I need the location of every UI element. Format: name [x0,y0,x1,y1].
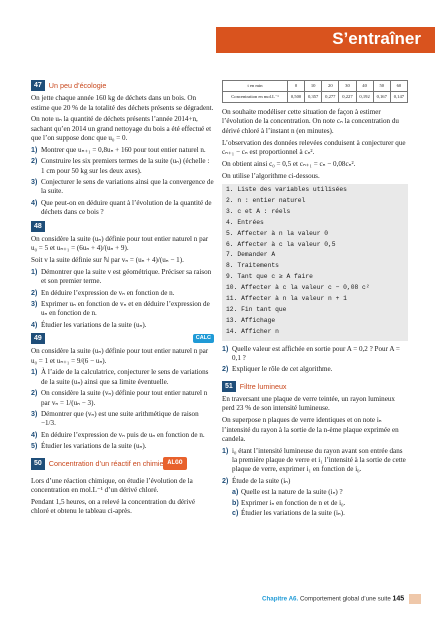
question-text: Exprimer iₙ en fonction de n et de i₀. [241,498,346,507]
paragraph: On utilise l’algorithme ci-dessous. [222,171,320,180]
exercise-number: 47 [31,80,45,91]
algo-badge: ALGO [163,457,186,469]
question-text: En déduire l’expression de vₙ puis de uₙ en fonction de n. [41,430,205,439]
paragraph: Lors d’une réaction chimique, on étudie l’évolution de la concentration en mol.L⁻¹ d’un dérivé chloré. [31,476,193,494]
algo-line: 11. Affecter à n la valeur n + 1 [226,295,347,303]
question-text: Démontrer que (vₙ) est une suite arithmétique de raison −1/3. [41,409,199,428]
section-banner [216,27,435,53]
algo-line: 3. c et A : réels [226,207,291,215]
exercise-51-heading [222,381,408,392]
question-text: Étudier les variations de la suite (uₙ). [41,441,147,450]
algo-line: 13. Affichage [226,316,276,324]
table-cell: 40 [356,81,373,92]
table-row [223,81,408,92]
algo-line: 8. Traitements [226,262,279,270]
paragraph: On superpose n plaques de verre identiques et on note iₙ l’intensité du rayon à la sortie de la n-ème plaque exprimée en candela. [222,416,399,443]
paragraph: On note uₙ la quantité de déchets présents l’année 2014+n, sachant qu’en 2014 un grand nettoyage du bois a été effectué et que l’on suppose donc que u₀ = 0. [31,115,212,143]
paragraph: On jette chaque année 160 kg de déchets dans un bois. On estime que 20 % de la totalité des déchets présents se dégradent. [31,94,214,112]
exercise-49-heading [31,333,214,344]
table-cell: 0,357 [305,92,322,103]
algo-line: 7. Demander A [226,251,276,259]
table-cell: 0,227 [339,92,356,103]
question: 2) En déduire l’expression de vₙ en fonction de n. [31,288,175,297]
footer-chapter: Chapitre A6. [262,595,299,603]
sub-question: b) Exprimer iₙ en fonction de n et de i₀. [232,498,346,507]
exercise-number: 50 [31,458,45,469]
page-footer [262,594,421,604]
algo-line: 6. Affecter à c la valeur 0,5 [226,240,336,248]
exercise-number: 51 [222,381,236,392]
paragraph: On considère la suite (uₙ) définie pour tout entier naturel n par u₀ = 5 et uₙ₊₁ = (6uₙ + 4)/(uₙ + 9). [31,234,209,253]
question: 3) Exprimer uₙ en fonction de vₙ et en déduire l’expression de uₙ en fonction de n. [31,299,210,318]
section-title: S’entraîner [332,29,421,48]
footer-tab [409,594,421,604]
question-text: Construire les six premiers termes de la suite (uₙ) (échelle : 1 cm pour 50 kg sur les deux axes). [41,157,210,175]
table-cell: 20 [322,81,339,92]
question-text: En déduire l’expression de vₙ en fonction de n. [41,288,175,297]
algo-line: 4. Entrées [226,218,264,226]
table-cell: 0,500 [287,92,304,103]
question-text: Démontrer que la suite v est géométrique. Préciser sa raison et son premier terme. [41,267,212,286]
paragraph: On considère la suite (uₙ) définie pour tout entier naturel n par u₀ = 1 et uₙ₊₁ = 9/(6 − uₙ). [31,347,209,365]
algo-line: 12. Fin tant que [226,305,287,313]
algorithm-box [222,184,408,340]
question: 2) On considère la suite (vₙ) définie pour tout entier naturel n par vₙ = 1/(uₙ − 3). [31,389,208,407]
question-text: Montrer que uₙ₊₁ = 0,8uₙ + 160 pour tout entier naturel n. [41,146,206,155]
exercise-48-heading [31,221,214,232]
table-cell: 0,147 [390,92,407,103]
question-text: Étudier les variations de la suite (iₙ). [241,508,345,517]
paragraph: En traversant une plaque de verre teintée, un rayon lumineux perd 23 % de son intensité lumineuse. [222,394,395,413]
paragraph: Pendant 1,5 heures, on a relevé la concentration du dérivé chloré et obtenu le tableau ci-après. [31,497,196,516]
algo-line: 2. n : entier naturel [226,197,306,205]
calc-badge: CALC [193,334,214,343]
algo-line: 5. Affecter à n la valeur 0 [226,229,329,237]
question-text: À l’aide de la calculatrice, conjecturer le sens de variations de la suite (uₙ) ainsi que sa limite éventuelle. [41,368,209,386]
question: 4) Étudier les variations de la suite (uₙ). [31,320,147,329]
table-cell: 10 [305,81,322,92]
question-text: Expliquer le rôle de cet algorithme. [232,365,333,374]
question: 3) Démontrer que (vₙ) est une suite arithmétique de raison −1/3. [31,409,199,428]
paragraph: On obtient ainsi c₀ = 0,5 et cₙ₊₁ = cₙ − 0,08cₙ². [222,159,356,168]
table-cell: 0,192 [356,92,373,103]
paragraph: On souhaite modéliser cette situation de façon à estimer l’évolution de la concentration. On note cₙ la concentration du dérivé chloré à l’instant n (en minutes). [222,108,399,135]
table-cell: t en min [223,81,288,92]
table-cell: 0,277 [322,92,339,103]
question-text: Exprimer uₙ en fonction de vₙ et en déduire l’expression de uₙ en fonction de n. [41,299,210,318]
algo-line: 10. Affecter à c la valeur c − 0,08 c² [226,284,370,292]
table-row [223,92,408,103]
question-text: Étudier les variations de la suite (uₙ). [41,320,147,329]
right-column [222,80,408,519]
exercise-50-heading [31,454,214,473]
algo-line: 9. Tant que c ≥ A faire [226,273,313,281]
question: 1) i₀ étant l’intensité lumineuse du rayon avant son entrée dans la première plaque de verre et i₁ l’intensité à la sortie de cette plaque de verre, exprimer i₁ en fonction de i₀. [222,446,406,474]
question: 1) Montrer que uₙ₊₁ = 0,8uₙ + 160 pour tout entier naturel n. [31,146,206,155]
question: 2) Étude de la suite (iₙ) [222,476,291,485]
table-cell: Concentration en mol.L⁻¹ [223,92,288,103]
question: 1) Quelle valeur est affichée en sortie pour A = 0,2 ? Pour A = 0,1 ? [222,344,400,362]
exercise-number: 48 [31,221,45,232]
question-text: Quelle est la nature de la suite (iₙ) ? [241,488,343,497]
question-text: Conjecturer le sens de variations ainsi que la convergence de la suite. [41,178,214,196]
question-text: Étude de la suite (iₙ) [232,476,291,485]
table-cell: 60 [390,81,407,92]
exercise-title: Filtre lumineux [239,381,287,391]
exercise-title: Concentration d’un réactif en chimie [48,459,164,469]
exercise-number: 49 [31,333,45,344]
question: 3) Conjecturer le sens de variations ainsi que la convergence de la suite. [31,178,214,196]
question-text: i₀ étant l’intensité lumineuse du rayon avant son entrée dans la première plaque de verre et i₁ l’intensité à la sortie de cette plaque de verre, exprimer i₁ en fonction de i₀. [232,446,406,474]
question-text: Quelle valeur est affichée en sortie pour A = 0,2 ? Pour A = 0,1 ? [232,344,400,362]
page-number: 145 [392,595,405,603]
left-column [31,77,214,519]
table-cell: 0,167 [373,92,390,103]
concentration-table [222,80,408,103]
question: 1) À l’aide de la calculatrice, conjecturer le sens de variations de la suite (uₙ) ainsi que sa limite éventuelle. [31,368,209,386]
table-cell: 30 [339,81,356,92]
question: 4) Que peut-on en déduire quant à l’évolution de la quantité de déchets dans ce bois ? [31,198,212,217]
exercise-title: Un peu d’écologie [48,80,107,90]
exercise-47-heading [31,80,214,91]
question: 1) Démontrer que la suite v est géométrique. Préciser sa raison et son premier terme. [31,267,212,286]
paragraph: L’observation des données relevées conduisent à conjecturer que cₙ₊₁ − cₙ est proportionnel à cₙ². [222,138,406,157]
question: 4) En déduire l’expression de vₙ puis de uₙ en fonction de n. [31,430,205,439]
footer-text: Comportement global d’une suite [299,595,391,603]
question: 2) Expliquer le rôle de cet algorithme. [222,365,333,374]
table-cell: 0 [287,81,304,92]
algo-line: 1. Liste des variables utilisées [226,186,347,194]
sub-question: c) Étudier les variations de la suite (iₙ). [232,508,345,517]
question: 5) Étudier les variations de la suite (uₙ). [31,441,147,450]
paragraph: Soit v la suite définie sur ℕ par vₙ = (uₙ + 4)/(uₙ − 1). [31,256,184,264]
question: 2) Construire les six premiers termes de la suite (uₙ) (échelle : 1 cm pour 50 kg sur les deux axes). [31,157,210,175]
question-text: On considère la suite (vₙ) définie pour tout entier naturel n par vₙ = 1/(uₙ − 3). [41,389,208,407]
question-text: Que peut-on en déduire quant à l’évolution de la quantité de déchets dans ce bois ? [41,198,212,217]
sub-question: a) Quelle est la nature de la suite (iₙ) ? [232,488,343,497]
algo-line: 14. Afficher n [226,327,279,335]
table-cell: 50 [373,81,390,92]
